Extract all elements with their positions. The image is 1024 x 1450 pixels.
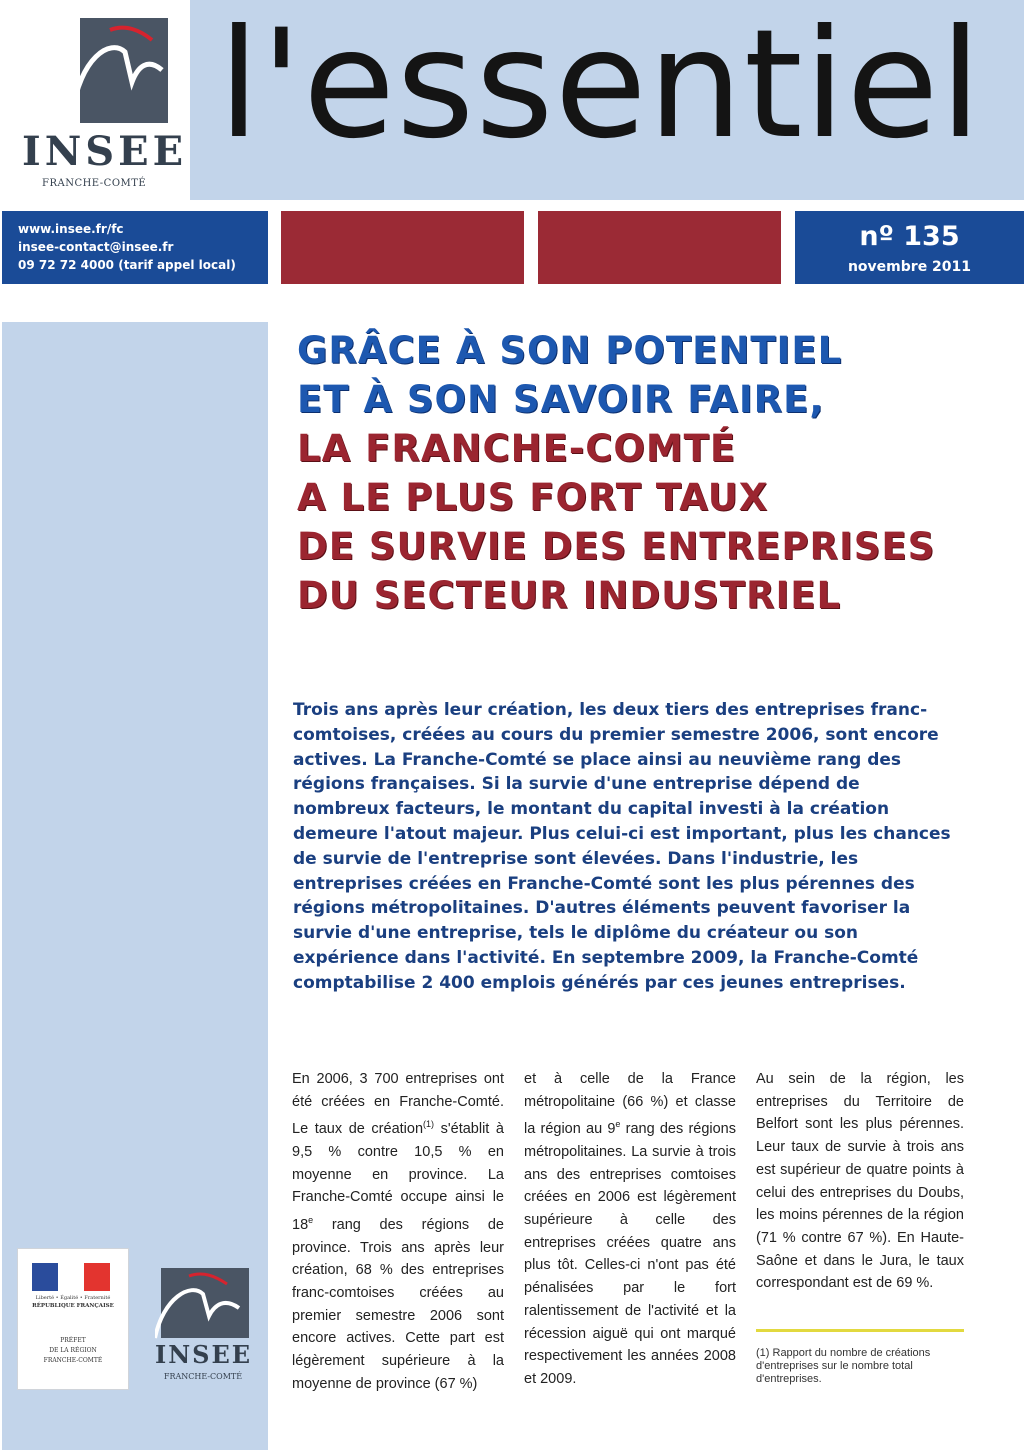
body-column-2	[524, 1068, 736, 1391]
publication-title: l'essentiel	[218, 0, 983, 172]
website-link[interactable]: www.insee.fr/fc	[18, 222, 124, 236]
contact-box	[2, 211, 268, 284]
banner-block-2	[538, 211, 781, 284]
col2-text-a: et à celle de la France métropolitaine (66 %) et classe la région au 9	[524, 1071, 736, 1138]
headline-line-1: GRÂCE À SON POTENTIEL	[297, 329, 843, 372]
rf-prefect-1: PRÉFET	[60, 1337, 86, 1344]
footnote-ref: (1)	[423, 1119, 435, 1130]
ordinal-suffix: e	[308, 1215, 314, 1226]
insee-region: FRANCHE-COMTÉ	[42, 178, 147, 189]
issue-box	[795, 211, 1024, 284]
lead-paragraph: Trois ans après leur création, les deux tiers des entreprises franc-comtoises, créées au cours du premier semestre 2006, sont encore actives. La Franche-Comté se place ainsi au neuvième rang des régions françaises. Si la survie d'une entreprise dépend de nombreux facteurs, le montant du capital investi à la création demeure l'atout majeur. Plus celui-ci est important, plus les chances de survie de l'entreprise sont élevées. Dans l'industrie, les entreprises créées en Franche-Comté sont les plus pérennes des régions métropolitaines. D'autres éléments peuvent favoriser la survie d'une entreprise, tels le diplôme du créateur ou son expérience dans l'activité. En septembre 2009, la Franche-Comté comptabilise 2 400 emplois générés par ces jeunes entreprises.	[293, 700, 951, 993]
rf-motto: Liberté • Égalité • Fraternité	[35, 1295, 111, 1301]
headline-line-4: A LE PLUS FORT TAUX	[297, 476, 769, 519]
col2-text-b: rang des régions métropolitaines. La survie à trois ans des entreprises comtoises créées en 2006 est légèrement supérieure à celle des entreprises créées quatre ans plus tôt. Celles-ci n'ont pas été pénalisées par le fort ralentissement de l'activité et la récession aiguë qui ont marqué respectivement les années 2008 et 2009.	[524, 1121, 736, 1387]
rf-prefect-3: FRANCHE-COMTÉ	[43, 1357, 103, 1364]
french-flag-icon	[32, 1263, 110, 1291]
body-column-3: Au sein de la région, les entreprises du Territoire de Belfort sont les plus pérennes. Leur taux de survie à trois ans est supérieur de quatre points à celui des entreprises du Doubs, les moins pérennes de la région (71 % contre 67 %). En Haute-Saône et dans le Jura, le taux correspondant est de 69 %.	[756, 1071, 964, 1292]
headline-line-6: DU SECTEUR INDUSTRIEL	[297, 574, 842, 617]
issue-date: novembre 2011	[847, 259, 972, 275]
issue-number: nº 135	[859, 221, 960, 252]
rf-name: RÉPUBLIQUE FRANÇAISE	[32, 1303, 114, 1309]
republique-francaise-logo	[17, 1248, 129, 1390]
insee-logo-mark-icon	[70, 18, 170, 126]
ordinal-suffix: e	[615, 1119, 621, 1130]
insee-small-region: FRANCHE-COMTÉ	[163, 1372, 243, 1381]
insee-logo-small	[155, 1268, 251, 1386]
insee-logo	[0, 0, 190, 205]
col1-text-a: En 2006, 3 700 entreprises ont été créées en Franche-Comté. Le taux de création	[292, 1071, 504, 1138]
banner-block-1	[281, 211, 524, 284]
body-column-1	[292, 1068, 504, 1396]
masthead	[190, 0, 1024, 200]
rf-prefect-2: DE LA RÉGION	[49, 1347, 97, 1354]
headline-line-2: ET À SON SAVOIR FAIRE,	[297, 378, 825, 421]
insee-small-mark-icon	[155, 1268, 251, 1340]
col1-text-b: s'établit à 9,5 % contre 10,5 % en moyenne en province. La Franche-Comté occupe ainsi le 18	[292, 1121, 504, 1233]
footnote: (1) Rapport du nombre de créations d'entreprises sur le nombre total d'entreprises.	[756, 1347, 931, 1385]
email-link[interactable]: insee-contact@insee.fr	[18, 240, 174, 254]
insee-small-wordmark: INSEE	[155, 1340, 253, 1369]
phone-number: 09 72 72 4000 (tarif appel local)	[18, 258, 236, 272]
footnote-divider	[756, 1329, 964, 1332]
headline-line-5: DE SURVIE DES ENTREPRISES	[297, 525, 936, 568]
col1-text-c: rang des régions de province. Trois ans après leur création, 68 % des entreprises franc-comtoises créées au premier semestre 2006 sont encore actives. Cette part est légèrement supérieure à la moyenne de province (67 %)	[292, 1216, 504, 1392]
insee-wordmark: INSEE	[22, 128, 188, 175]
headline-line-3: LA FRANCHE-COMTÉ	[297, 427, 737, 470]
headline	[297, 326, 997, 620]
